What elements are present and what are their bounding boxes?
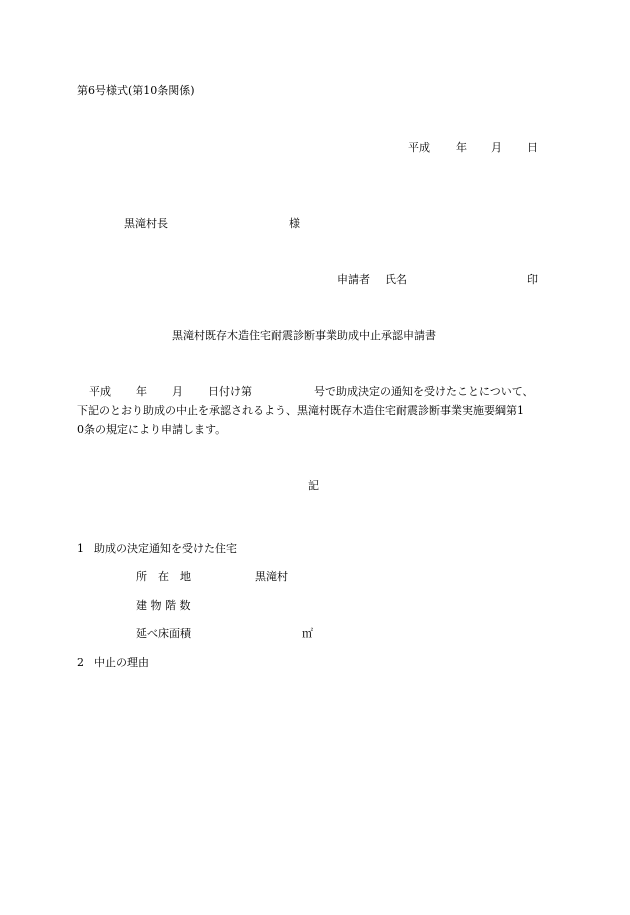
seal-mark: 印 [527,273,538,286]
applicant-role: 申請者 [337,273,370,286]
item-1-title: 助成の決定通知を受けた住宅 [94,542,237,555]
body-continuation: 号で助成決定の通知を受けたことについて、 [314,385,534,398]
body-line-2: 下記のとおり助成の中止を承認されるよう、黒滝村既存木造住宅耐震診断事業実施要綱第1 [77,404,524,417]
area-unit: ㎡ [302,627,313,640]
item-1-number: 1 [77,542,84,555]
addressee-honorific: 様 [289,217,300,230]
form-number: 第6号様式(第10条関係) [77,84,195,97]
document-title: 黒滝村既存木造住宅耐震診断事業助成中止承認申請書 [172,329,436,342]
item-2-number: 2 [77,656,84,669]
addressee-title: 黒滝村長 [124,217,168,230]
item-2-title: 中止の理由 [94,656,149,669]
location-value: 黒滝村 [255,570,288,583]
date-month-unit: 月 [491,141,502,154]
location-label: 所 在 地 [136,570,191,583]
date-era: 平成 [408,141,430,154]
area-label: 延べ床面積 [136,627,191,640]
body-month-unit: 月 [172,385,183,398]
applicant-name-label: 氏名 [385,273,407,286]
date-year-unit: 年 [456,141,467,154]
body-era: 平成 [89,385,111,398]
body-year-unit: 年 [136,385,147,398]
date-day-unit: 日 [527,141,538,154]
floors-label: 建 物 階 数 [136,599,191,612]
body-date-text: 日付け第 [208,385,252,398]
body-line-3: 0条の規定により申請します。 [77,423,227,436]
ki-heading: 記 [308,479,319,492]
